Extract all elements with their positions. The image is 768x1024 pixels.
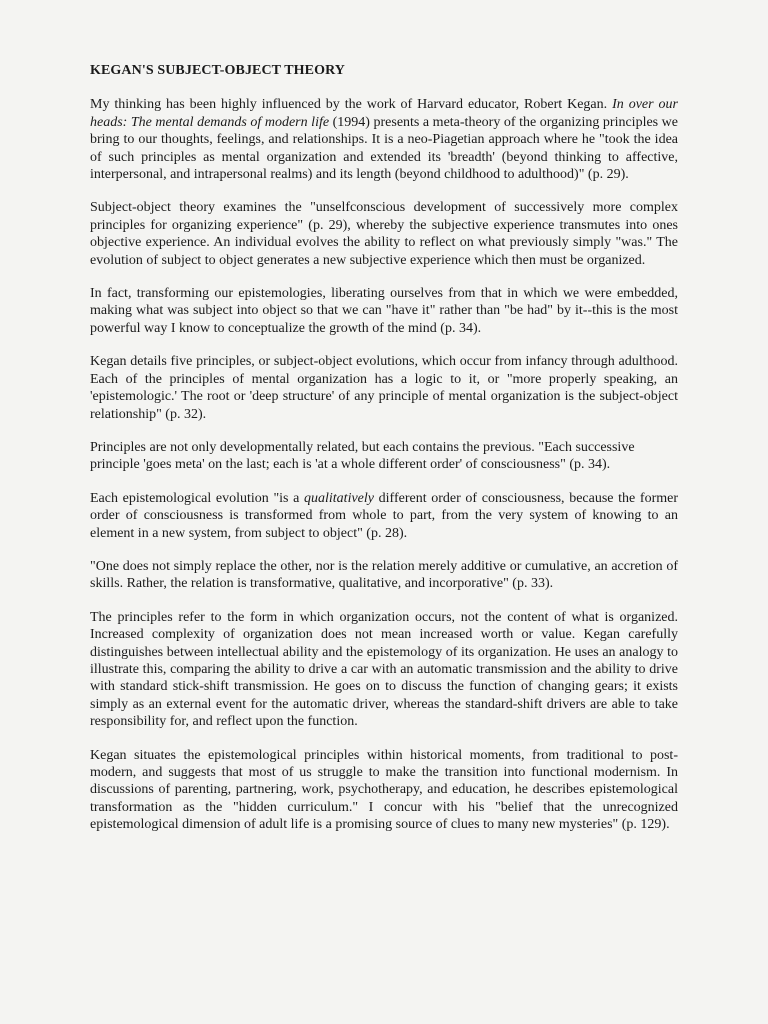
paragraph-2: Subject-object theory examines the "unselfconscious development of successively more complex principles for organizing experience" (p. 29), whereby the subjective experience transmutes into ones objective experience. An individual evolves the ability to reflect on what previously simply "was." The evolution of subject to object generates a new subjective experience which then must be organized. bbox=[90, 200, 678, 268]
paragraph-1-text-a: My thinking has been highly influenced by the work of Harvard educator, Robert Kegan. bbox=[90, 97, 613, 113]
paragraph-6-text-b: different order of consciousness, because the former order of consciousness is transformed from whole to part, from the very system of knowing to an element in a new system, from subject to object" (p. 28). bbox=[90, 490, 678, 541]
paragraph-6 bbox=[90, 490, 678, 542]
paragraph-8: The principles refer to the form in which organization occurs, not the content of what is organized. Increased complexity of organization does not mean increased worth or value. Kegan carefully distinguishes between intellectual ability and the epistemology of its organization. He uses an analogy to illustrate this, comparing the ability to drive a car with an automatic transmission and the ability to drive with standard stick-shift transmission. He goes on to discuss the function of changing gears; it exists simply as an external event for the automatic driver, whereas the standard-shift drivers are able to take responsibility for, and reflect upon the function. bbox=[90, 609, 678, 730]
paragraph-4: Kegan details five principles, or subject-object evolutions, which occur from infancy through adulthood. Each of the principles of mental organization has a logic to it, or "more properly speaking, an 'epistemologic.' The root or 'deep structure' of any principle of mental organization is the subject-object relationship" (p. 32). bbox=[90, 354, 678, 422]
document-title: KEGAN'S SUBJECT-OBJECT THEORY bbox=[90, 63, 346, 78]
paragraph-3: In fact, transforming our epistemologies, liberating ourselves from that in which we were embedded, making what was subject into object so that we can "have it" rather than "be had" by it--this is the most powerful way I know to conceptualize the growth of the mind (p. 34). bbox=[90, 286, 678, 336]
paragraph-5: Principles are not only developmentally related, but each contains the previous. "Each successive principle 'goes meta' on the last; each is 'at a whole different order' of consciousness" (p. 34). bbox=[90, 439, 635, 473]
paragraph-6-text-a: Each epistemological evolution "is a bbox=[90, 490, 305, 506]
book-title: In over our heads: The mental demands of modern life bbox=[90, 97, 678, 130]
paragraph-9: Kegan situates the epistemological principles within historical moments, from traditional to post-modern, and suggests that most of us struggle to make the transition into functional modernism. In discussions of parenting, partnering, work, psychotherapy, and education, he describes epistemological transformation as the "hidden curriculum." I concur with his "belief that the unrecognized epistemological dimension of adult life is a promising source of clues to many new mysteries" (p. 129). bbox=[90, 747, 678, 833]
paragraph-1-text-b: (1994) presents a meta-theory of the organizing principles we bring to our thoughts, feelings, and relationships. It is a neo-Piagetian approach where he "took the idea of such principles as mental organization and extended its 'breadth' (beyond thinking to affective, interpersonal, and intrapersonal realms) and its length (beyond childhood to adulthood)" (p. 29). bbox=[90, 114, 678, 183]
document-page bbox=[90, 62, 678, 850]
paragraph-1 bbox=[90, 96, 678, 183]
paragraph-7: "One does not simply replace the other, nor is the relation merely additive or cumulative, an accretion of skills. Rather, the relation is transformative, qualitative, and incorporative" (p. 33). bbox=[90, 558, 678, 592]
emphasis-qualitatively: qualitatively bbox=[304, 490, 374, 506]
